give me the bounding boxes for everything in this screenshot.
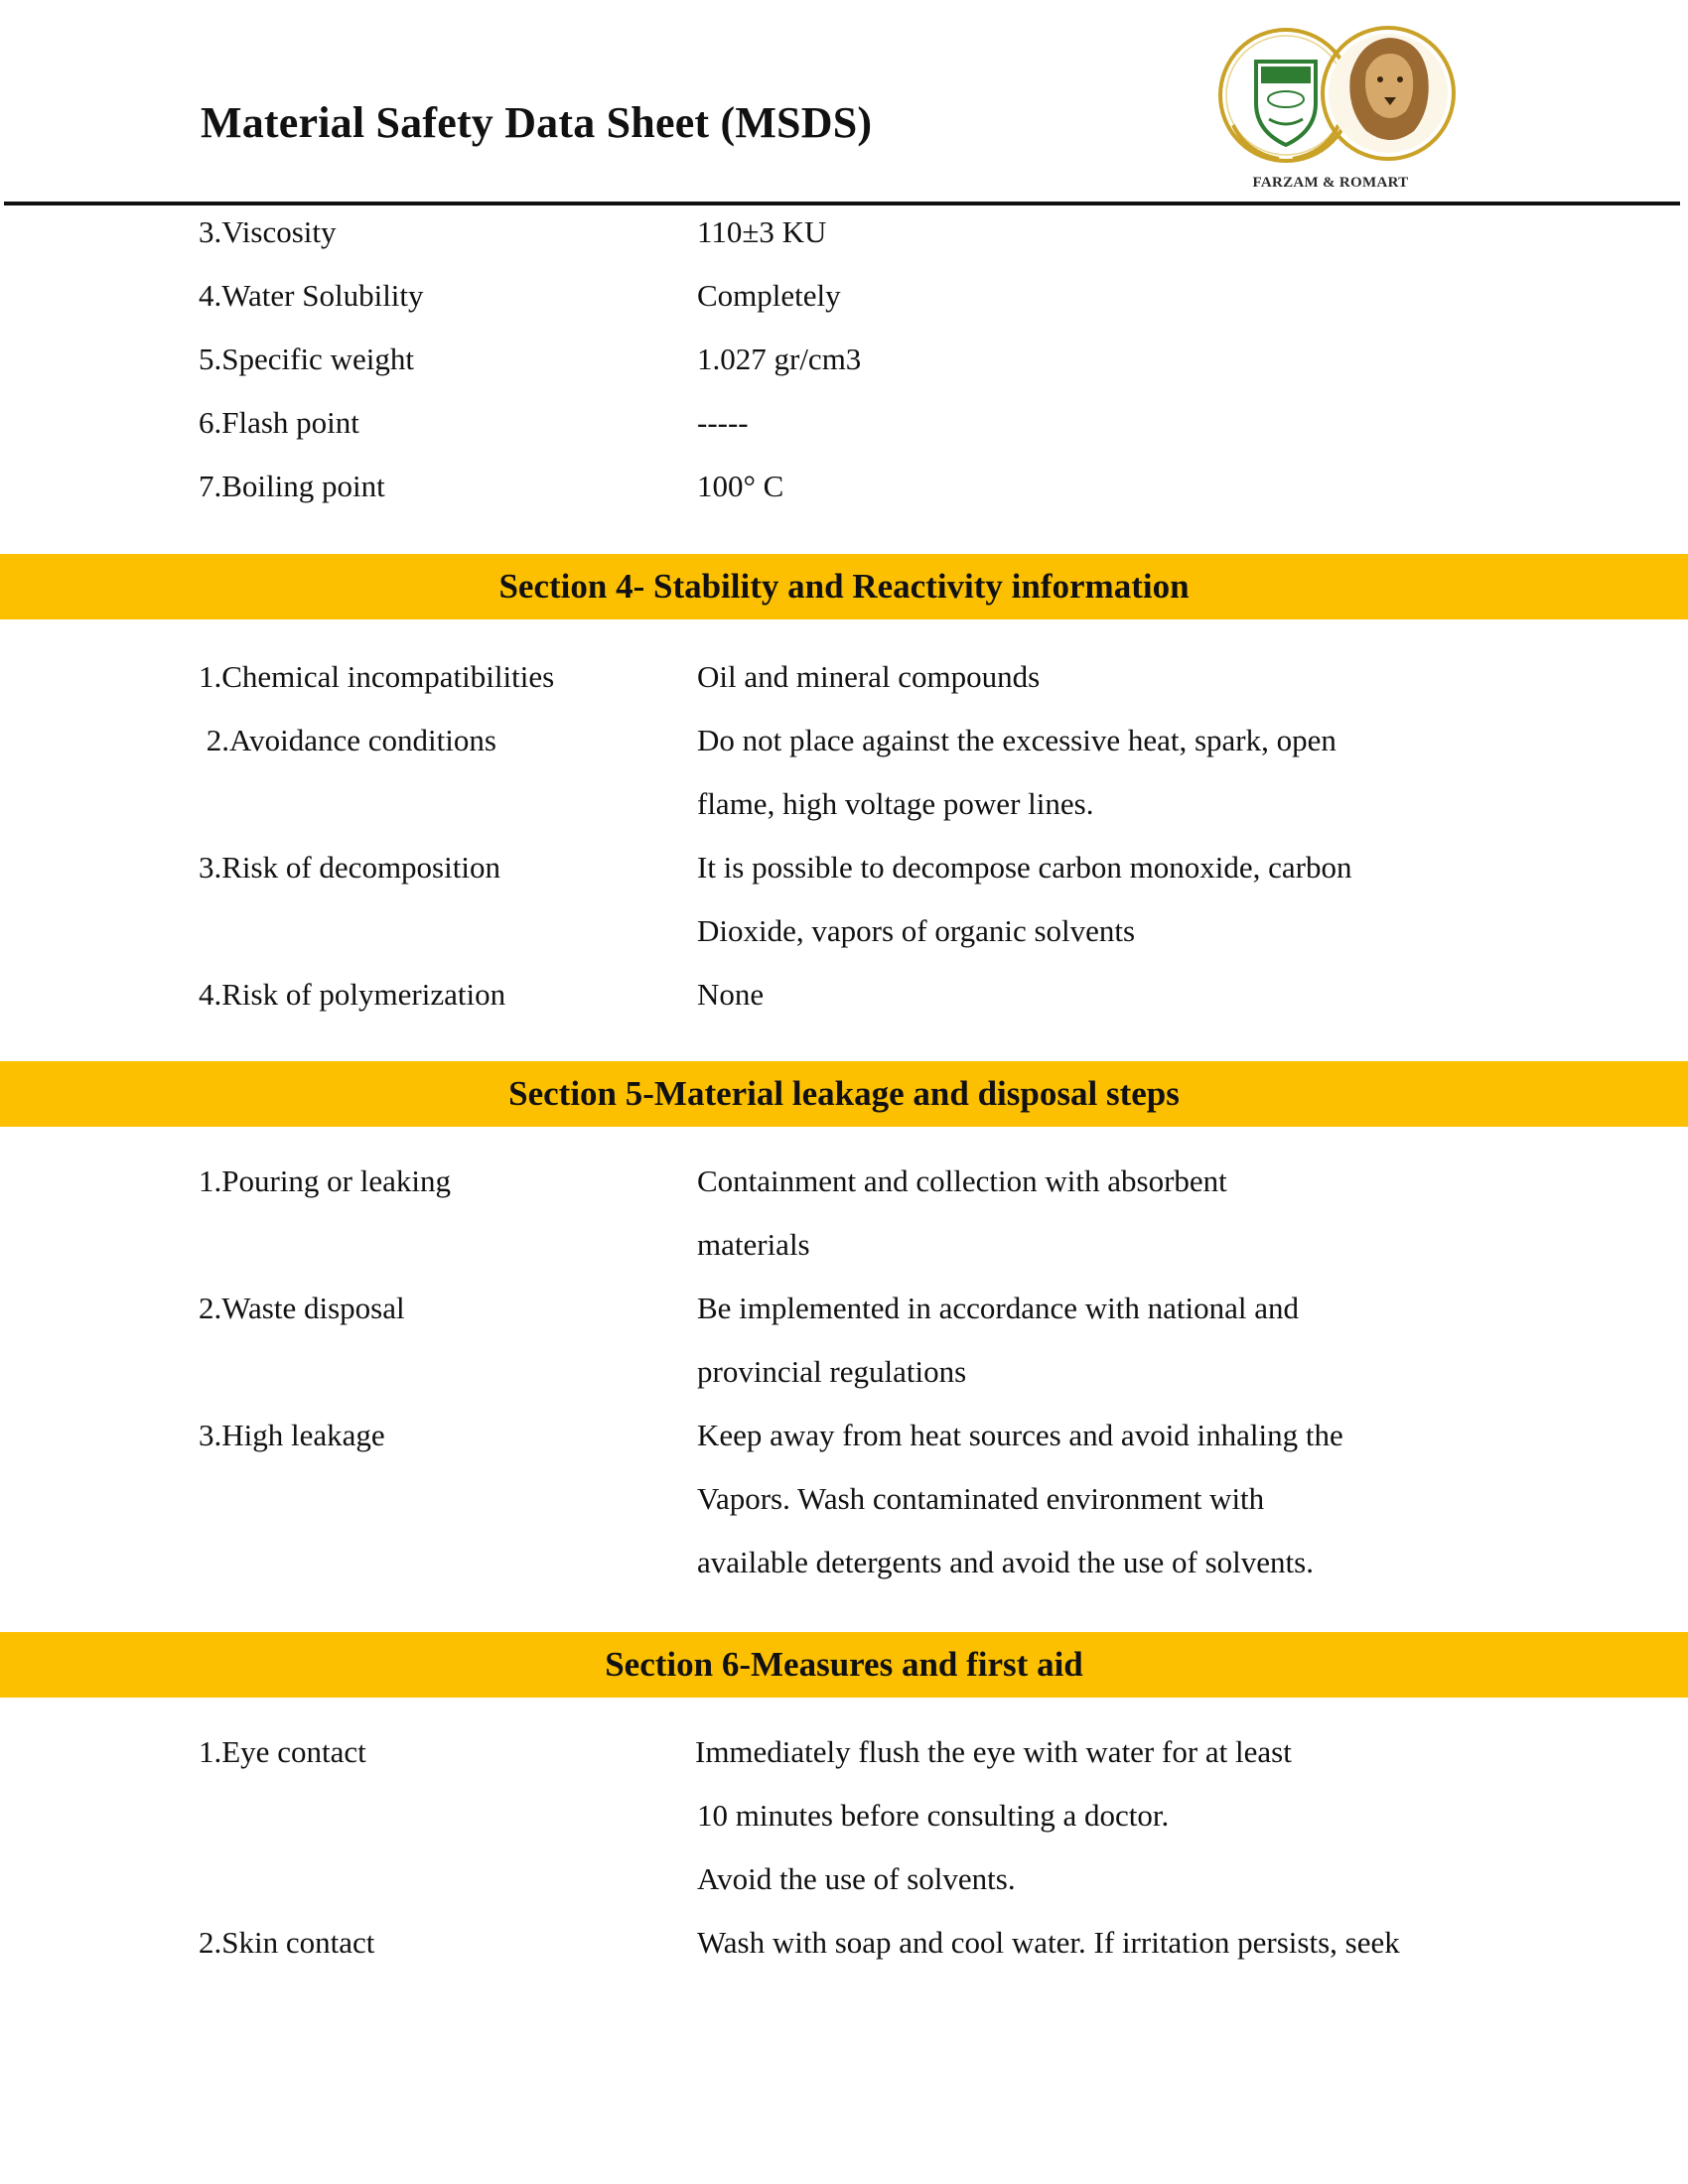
property-value: 1.027 gr/cm3 [697, 341, 862, 376]
property-value: 10 minutes before consulting a doctor. [697, 1798, 1170, 1833]
property-row [0, 723, 1688, 782]
property-row [0, 1291, 1688, 1350]
property-label: 2.Waste disposal [199, 1291, 405, 1325]
property-value: Be implemented in accordance with national and [697, 1291, 1299, 1325]
property-label: 3.Risk of decomposition [199, 850, 500, 885]
property-row [0, 1481, 1688, 1541]
property-label: 6.Flash point [199, 405, 359, 440]
property-value: available detergents and avoid the use of solvents. [697, 1545, 1314, 1579]
property-row [0, 659, 1688, 719]
property-row [0, 913, 1688, 973]
property-row [0, 1227, 1688, 1287]
property-value: 100° C [697, 469, 784, 503]
property-label: 2.Skin contact [199, 1925, 375, 1960]
property-value: Dioxide, vapors of organic solvents [697, 913, 1136, 948]
section-6-header: Section 6-Measures and first aid [0, 1632, 1688, 1698]
property-value: Avoid the use of solvents. [697, 1861, 1016, 1896]
property-row [0, 405, 1688, 465]
property-value: Vapors. Wash contaminated environment with [697, 1481, 1265, 1516]
property-label: 3.High leakage [199, 1418, 385, 1452]
property-value: Containment and collection with absorbent [697, 1163, 1227, 1198]
property-row [0, 1354, 1688, 1414]
page-title: Material Safety Data Sheet (MSDS) [201, 98, 873, 147]
property-row [0, 1798, 1688, 1857]
property-row [0, 1861, 1688, 1921]
property-label: 7.Boiling point [199, 469, 385, 503]
property-row [0, 850, 1688, 909]
property-value: Completely [697, 278, 841, 313]
property-label: 1.Chemical incompatibilities [199, 659, 555, 694]
property-row [0, 1418, 1688, 1477]
property-row [0, 278, 1688, 338]
property-row [0, 977, 1688, 1036]
property-value: It is possible to decompose carbon monoxide, carbon [697, 850, 1352, 885]
property-value: 110±3 KU [697, 214, 827, 249]
property-label: 1.Eye contact [199, 1734, 366, 1769]
property-value: None [697, 977, 765, 1012]
property-row [0, 786, 1688, 846]
logo-caption: FARZAM & ROMART [1252, 175, 1409, 191]
property-row [0, 1925, 1688, 1984]
property-value: ----- [697, 405, 749, 440]
property-label: 2.Avoidance conditions [199, 723, 496, 757]
property-row [0, 214, 1688, 274]
property-value: Oil and mineral compounds [697, 659, 1041, 694]
property-value: Do not place against the excessive heat, spark, open [697, 723, 1336, 757]
property-row [0, 1545, 1688, 1604]
company-logo [1201, 14, 1460, 197]
property-value: Wash with soap and cool water. If irritation persists, seek [697, 1925, 1400, 1960]
property-label: 1.Pouring or leaking [199, 1163, 451, 1198]
property-value: Keep away from heat sources and avoid inhaling the [697, 1418, 1343, 1452]
lion-emblem-icon [1323, 28, 1454, 159]
property-value: flame, high voltage power lines. [697, 786, 1094, 821]
property-row [0, 1734, 1688, 1794]
section-5-header: Section 5-Material leakage and disposal steps [0, 1061, 1688, 1127]
header-divider [4, 202, 1680, 205]
property-label: 3.Viscosity [199, 214, 337, 249]
property-row [0, 469, 1688, 528]
property-label: 4.Water Solubility [199, 278, 424, 313]
property-value: materials [697, 1227, 810, 1262]
section-4-header: Section 4- Stability and Reactivity information [0, 554, 1688, 619]
property-label: 5.Specific weight [199, 341, 414, 376]
property-label: 4.Risk of polymerization [199, 977, 506, 1012]
property-value: Immediately flush the eye with water for at least [695, 1734, 1292, 1769]
property-row [0, 1163, 1688, 1223]
property-value: provincial regulations [697, 1354, 967, 1389]
property-row [0, 341, 1688, 401]
